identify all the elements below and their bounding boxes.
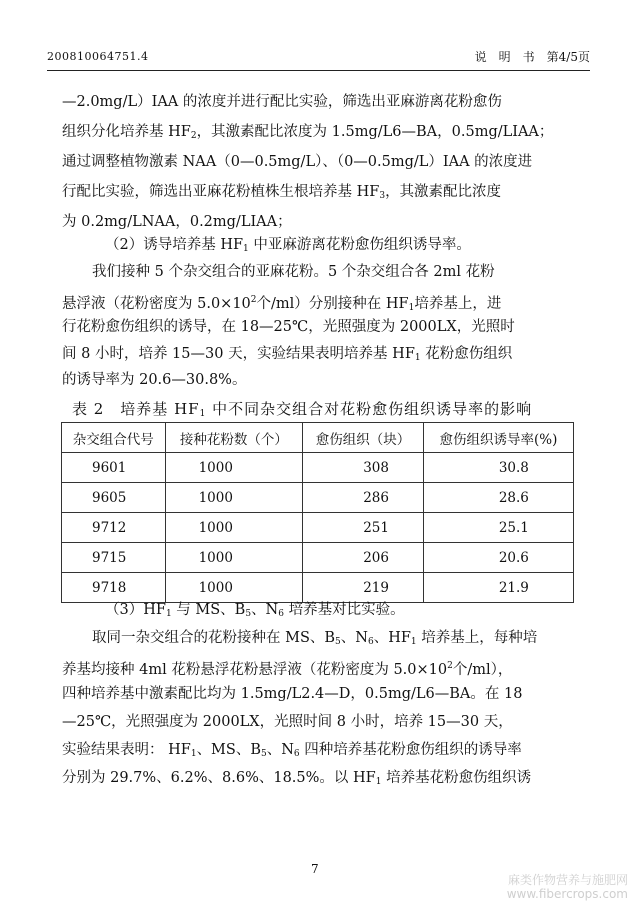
text-line: 的诱导率为 20.6—30.8%。: [62, 372, 247, 388]
watermark: 麻类作物营养与施肥网 www.fibercrops.com: [506, 873, 628, 901]
table-row: [62, 573, 574, 603]
table-cell: 1000: [165, 483, 303, 513]
column-header: 杂交组合代号: [62, 423, 166, 453]
table-cell: 1000: [165, 543, 303, 573]
table-cell: 206: [303, 543, 424, 573]
table-cell: 219: [303, 573, 424, 603]
text-line: 间 8 小时，培养 15—30 天，实验结果表明培养基 $HF_1$ 花粉愈伤组织: [62, 346, 513, 363]
text-line: 行花粉愈伤组织的诱导，在 18—25℃，光照强度为 2000LX，光照时: [62, 319, 515, 335]
section-2-title: （2）诱导培养基 $HF_1$ 中亚麻游离花粉愈伤组织诱导率。: [105, 237, 471, 254]
table-row: [62, 453, 574, 483]
table-cell: 30.8: [423, 453, 573, 483]
column-header: 接种花粉数（个）: [165, 423, 303, 453]
text-line: —2.0mg/L）IAA 的浓度并进行配比实验，筛选出亚麻游离花粉愈伤: [62, 94, 502, 110]
table-cell: 1000: [165, 513, 303, 543]
table-cell: 308: [303, 453, 424, 483]
table-cell: 20.6: [423, 543, 573, 573]
column-header: 愈伤组织诱导率(%): [423, 423, 573, 453]
table-cell: 9715: [62, 543, 166, 573]
text-line: 为 0.2mg/LNAA，0.2mg/LIAA；: [62, 214, 292, 230]
section-3-title: $(3)HF_1$ 与 MS、$B_5$、$N_6$ 培养基对比实验。: [105, 602, 405, 619]
text-line: 四种培养基中激素配比均为 1.5mg/L2.4—D，0.5mg/L6—BA。在 18: [62, 686, 523, 702]
table-row: [62, 483, 574, 513]
text-line: 实验结果表明： $HF_1$、MS、$B_5$、$N_6$ 四种培养基花粉愈伤组织的诱导率: [62, 742, 522, 759]
page-number: 7: [311, 862, 319, 876]
column-header: 愈伤组织（块）: [303, 423, 424, 453]
table-cell: 9712: [62, 513, 166, 543]
table-cell: 28.6: [423, 483, 573, 513]
text-line: 我们接种 5 个杂交组合的亚麻花粉。5 个杂交组合各 2ml 花粉: [92, 264, 495, 280]
table-header-row: [62, 423, 574, 453]
table-cell: 9718: [62, 573, 166, 603]
table-cell: 251: [303, 513, 424, 543]
text-line: 取同一杂交组合的花粉接种在 MS、$B_5$、$N_6$、$HF_1$ 培养基上，每种培: [92, 630, 538, 647]
table-row: [62, 513, 574, 543]
header-rule: [47, 70, 590, 71]
table-caption: 表 2 培养基 $HF_1$ 中不同杂交组合对花粉愈伤组织诱导率的影响: [72, 400, 533, 419]
text-line: 组织分化培养基 $HF_2$，其激素配比浓度为 1.5mg/L6—BA，0.5mg/LIAA；: [62, 124, 554, 141]
data-table: [61, 422, 574, 603]
table-cell: 286: [303, 483, 424, 513]
header-page-label: 说 明 书 第4/5页: [474, 50, 590, 64]
table-cell: 9601: [62, 453, 166, 483]
text-line: —25℃，光照强度为 2000LX，光照时间 8 小时，培养 15—30 天，: [62, 714, 513, 730]
table-cell: 1000: [165, 453, 303, 483]
table-cell: 1000: [165, 573, 303, 603]
text-line: 行配比实验，筛选出亚麻花粉植株生根培养基 $HF_3$，其激素配比浓度: [62, 184, 502, 201]
table-cell: 21.9: [423, 573, 573, 603]
text-line: 分别为 29.7%、6.2%、8.6%、18.5%。以 $HF_1$ 培养基花粉愈伤组织诱: [62, 770, 532, 787]
text-line: 养基均接种 4ml 花粉悬浮花粉悬浮液（花粉密度为 $5.0\times 10^2$个/ml），: [62, 661, 513, 678]
text-line: 通过调整植物激素 NAA（0—0.5mg/L）、（0—0.5mg/L）IAA 的浓度进: [62, 154, 533, 170]
table-cell: 9605: [62, 483, 166, 513]
table-row: [62, 543, 574, 573]
table-cell: 25.1: [423, 513, 573, 543]
text-line: 悬浮液（花粉密度为 $5.0\times 10^2$个/ml）分别接种在 $HF_1$培养基上，进: [62, 295, 502, 313]
header-doc-number: 200810064751.4: [47, 50, 149, 63]
